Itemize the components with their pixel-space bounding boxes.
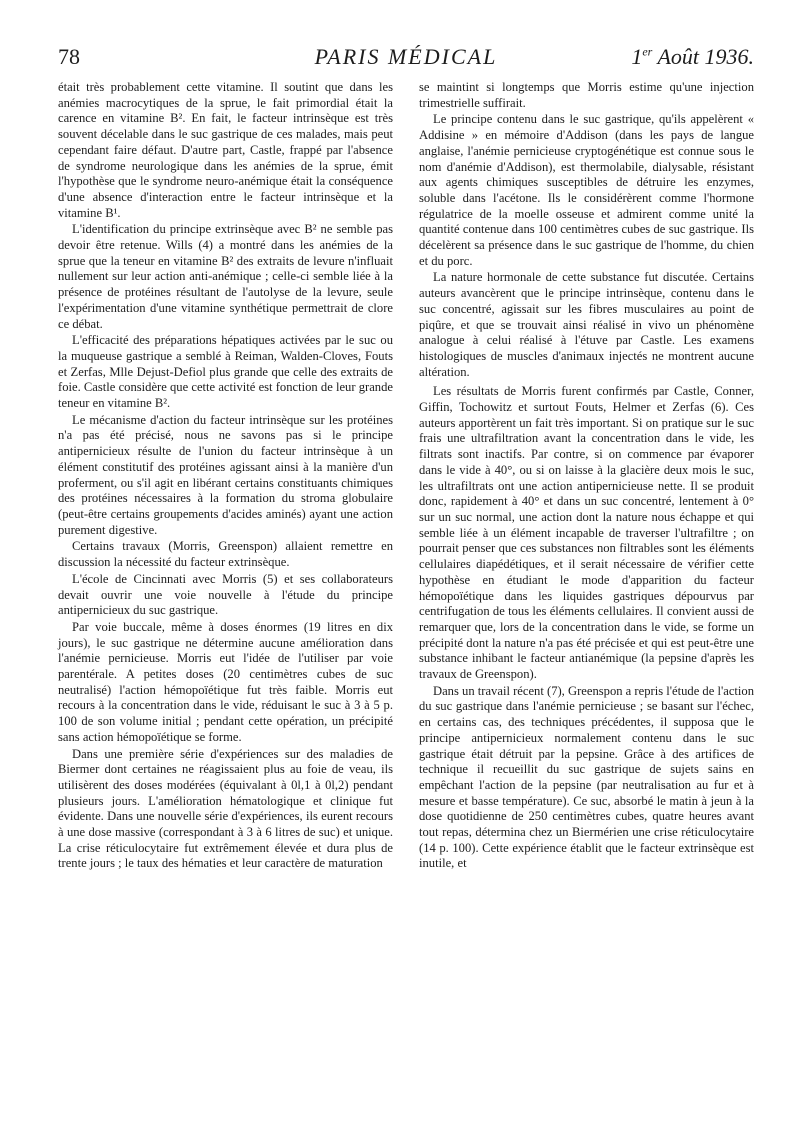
issue-date-day: 1: [631, 44, 643, 69]
issue-date-superscript: er: [642, 44, 653, 59]
journal-title: PARIS MÉDICAL: [314, 44, 498, 69]
paragraph: se maintint si longtemps que Morris estime qu'une injection trimestrielle suffirait.: [419, 80, 754, 110]
article-columns: [58, 80, 754, 873]
paragraph: Certains travaux (Morris, Greenspon) allaient remettre en discussion la nécessité du facteur extrinsèque.: [58, 539, 393, 570]
paragraph: Les résultats de Morris furent confirmés par Castle, Conner, Giffin, Tochowitz et surtout Fouts, Helmer et Zerfas (6). Ces auteurs apportèrent un fait très important. Si on pratique sur le suc frais une ultrafiltration avant la concentration dans le vide, les filtrats sont inactifs. Par contre, si on commence par évaporer dans le vide à 40°, ou si on laisse à la glacière deux mois le suc, les ultrafiltrats ont une action antipernicieuse nette. Il se produit donc, rapidement à 40° et dans un suc concentré, lentement à 0° sur un suc normal, une action dont la nature nous échappe et qui semble liée à un élément incapable de traverser l'ultrafiltre ; on pourrait penser que ces substances non filtrables sont les éléments cellulaires diapédétiques, et il serait nécessaire de vérifier cette hypothèse en étudiant le mode d'apparition du facteur hémopoïétique dans les liquides gastriques dépourvus par centrifugation de tous les éléments cellulaires. Il convient aussi de remarquer que, lors de la concentration dans le vide, se forme un précipité dont la nature n'a pas été précisée et qui est peut-être une substance inhibant le facteur antianémique (la pepsine d'après les travaux de Greenspon).: [419, 384, 754, 682]
paragraph: L'efficacité des préparations hépatiques activées par le suc ou la muqueuse gastrique a semblé à Reiman, Walden-Cloves, Fouts et Zerfas, Mlle Dejust-Defiol plus grande que celle des extraits de foie. Castle considère que cette activité est fonction de leur grande teneur en vitamine B².: [58, 333, 393, 411]
issue-date-rest: Août 1936.: [657, 44, 754, 69]
paragraph: Dans un travail récent (7), Greenspon a repris l'étude de l'action du suc gastrique dans l'anémie pernicieuse ; se basant sur l'échec, en certains cas, des techniques précédentes, il supposa que le principe antipernicieux normalement contenu dans le suc gastrique était détruit par la pepsine. Grâce à des artifices de technique il recueillit du suc gastrique de sujets sains en empêchant l'action de la pepsine (par neutralisation au fur et à mesure et basse température). Ce suc, absorbé le matin à jeun à la dose quotidienne de 250 centimètres cubes, quatre heures avant tout repas, détermina chez un Biermérien une crise réticulocytaire (14 p. 100). Cette expérience établit que le facteur extrinsèque est inutile, et: [419, 683, 755, 871]
paragraph: L'identification du principe extrinsèque avec B² ne semble pas devoir être retenue. Wills (4) a montré dans les anémies de la sprue que la teneur en vitamine B² des extraits de levure n'influait nullement sur leur action anti-anémique ; celle-ci semble liée à la présence de protéines résultant de l'autolyse de la levure, seule l'expérimentation d'une vitamine synthétique permettrait de clore ce débat.: [58, 222, 393, 331]
paragraph: Dans une première série d'expériences sur des maladies de Biermer dont certaines ne réagissaient plus au foie de veau, ils utilisèrent des doses modérées (équivalant à 0l,1 à 0l,2) pendant plusieurs jours. L'amélioration hématologique et clinique fut évidente. Dans une nouvelle série d'expériences, ils eurent recours à une dose massive (correspondant à 3 à 6 litres de suc) et unique. La crise réticulocytaire fut extrêmement élevée et dura plus de trente jours ; le taux des hématies et leur caractère de maturation: [58, 746, 393, 871]
paragraph: Par voie buccale, même à doses énormes (19 litres en dix jours), le suc gastrique ne détermine aucune amélioration dans l'anémie pernicieuse. Morris eut l'idée de l'utiliser par voie parentérale. A petites doses (20 centimètres cubes de suc neutralisé) l'action hémopoïétique fut très faible. Morris eut recours à la concentration dans le vide, réduisant le suc à 3 à 5 p. 100 de son volume initial ; pendant cette opération, un précipité sans action hémopoïétique se forme.: [58, 619, 393, 744]
page-number: 78: [58, 44, 80, 69]
left-column: [58, 80, 393, 873]
page-header: [58, 42, 754, 76]
paragraph: Le principe contenu dans le suc gastrique, qu'ils appelèrent « Addisine » en mémoire d'Addison (dans les pays de langue anglaise, l'anémie pernicieuse cryptogénétique est connue sous le nom d'anémie d'Addison), est thermolabile, dialysable, résistant aux agents chimiques susceptibles de détruire les enzymes, soluble dans l'acétone. Ils le considérèrent comme l'hormone régulatrice de la moelle osseuse et admirent comme unité la quantité contenue dans 100 centimètres cubes de suc gastrique. Ils décelèrent sa présence dans le suc gastrique de l'homme, du chien et du porc.: [419, 112, 754, 268]
issue-date: [631, 44, 754, 70]
right-column: [419, 80, 754, 873]
paragraph: L'école de Cincinnati avec Morris (5) et ses collaborateurs devait ouvrir une voie nouvelle à l'étude du principe antipernicieux du suc gastrique.: [58, 571, 393, 618]
paragraph: La nature hormonale de cette substance fut discutée. Certains auteurs avancèrent que le principe intrinsèque, contenu dans le suc concentré, agissait sur les fibres musculaires au point de piqûre, et que se trouvait ainsi réalisé in vivo un phénomène analogue à celui réalisé à l'étuve par Castle. Les examens histologiques de muscles d'animaux injectés ne montrent aucune altération.: [419, 270, 754, 379]
paragraph: était très probablement cette vitamine. Il soutint que dans les anémies macrocytiques de la sprue, le fait primordial était la carence en vitamine B². En fait, le facteur intrinsèque est très souvent décelable dans le suc gastrique de ces malades, mais peut cependant faire défaut. D'autre part, Castle, frappé par l'absence de syndrome neurologique dans les anémies de la sprue, émit l'hypothèse que le syndrome neuro-anémique était la conséquence d'une absence d'interaction entre le facteur intrinsèque et la vitamine B¹.: [58, 80, 393, 220]
paragraph: Le mécanisme d'action du facteur intrinsèque sur les protéines n'a pas été précisé, nous ne savons pas si le principe antipernicieux résulte de l'union du facteur intrinsèque à un élément constitutif des protéines agissant ainsi à la manière d'un proferment, ou s'il agit en libérant certains constituants chimiques des protéines nécessaires à la formation du stroma globulaire (peut-être certains groupements d'acides aminés) ayant une action purement digestive.: [58, 412, 393, 537]
